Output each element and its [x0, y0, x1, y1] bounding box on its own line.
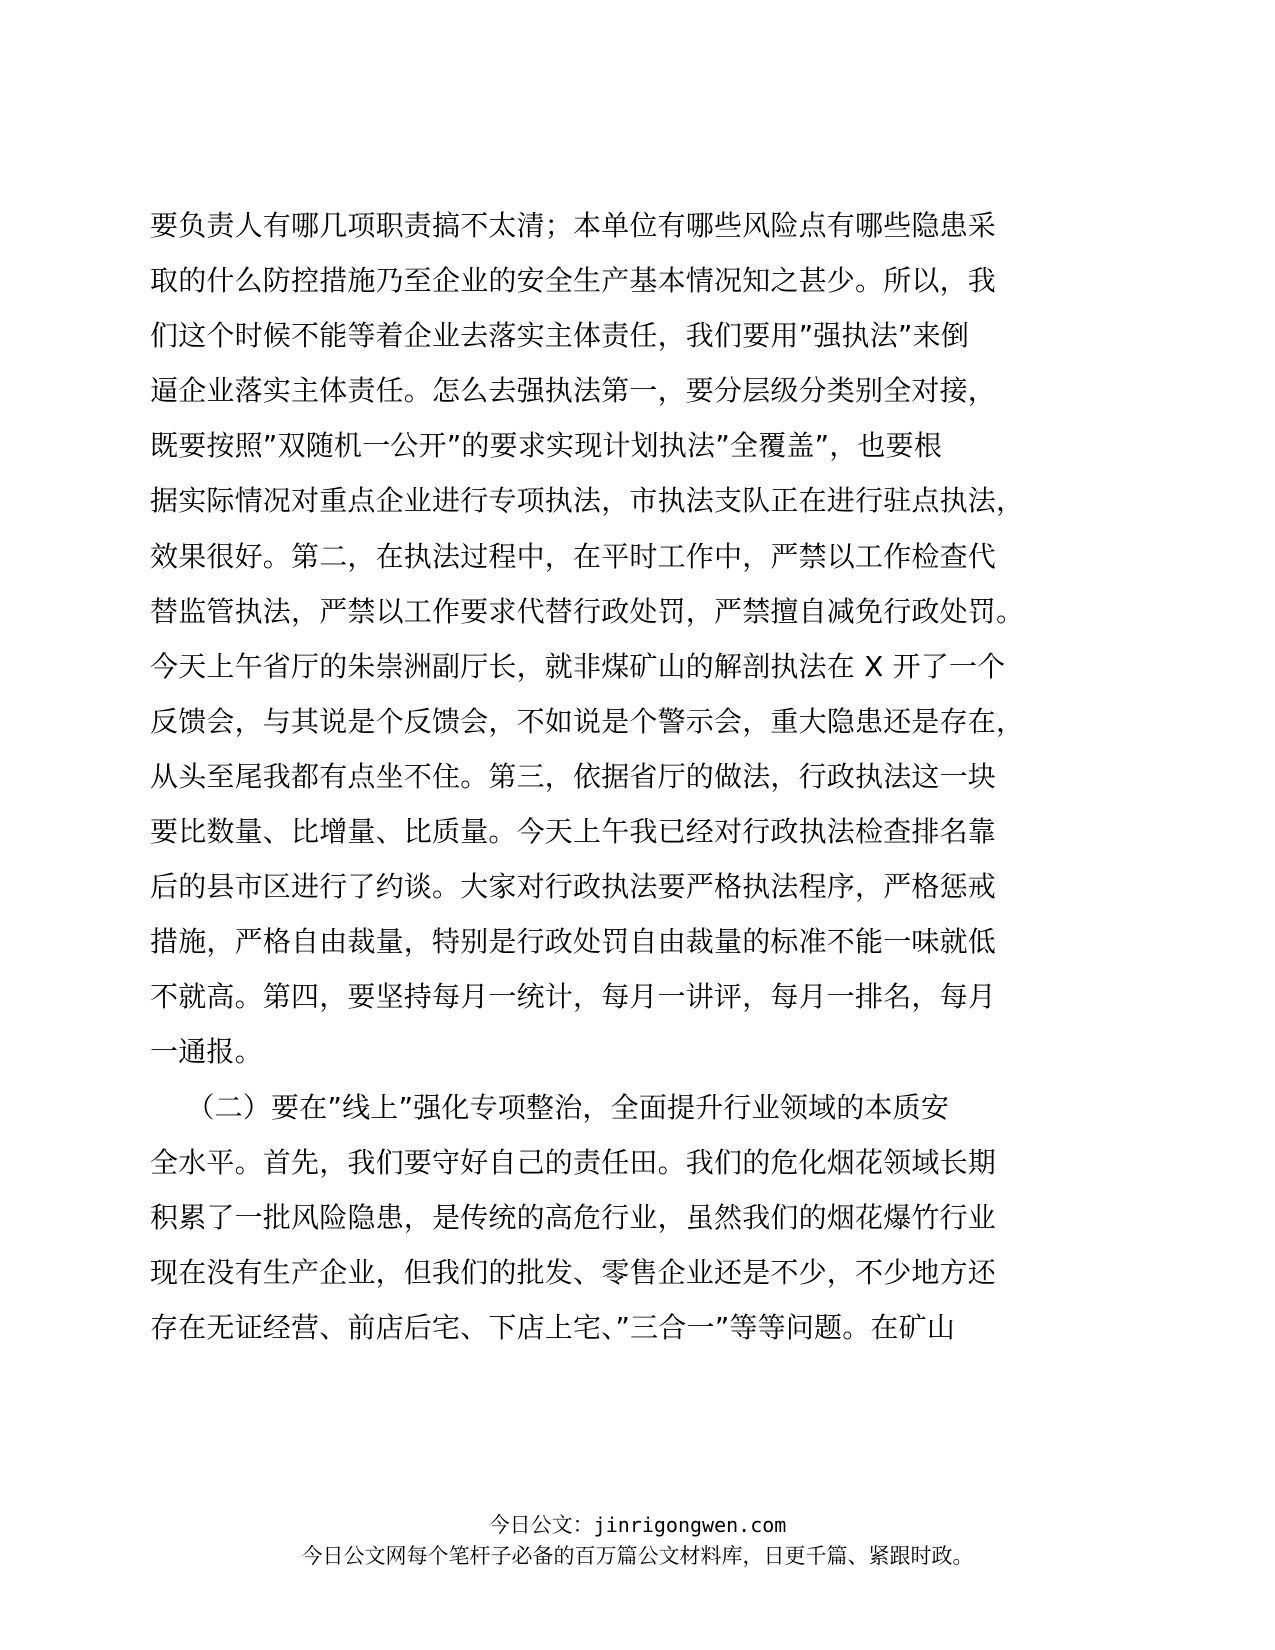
text-line: 积累了一批风险隐患，是传统的高危行业，虽然我们的烟花爆竹行业 — [150, 1200, 997, 1234]
text-line: 一通报。 — [150, 1035, 263, 1069]
text-line: 要负责人有哪几项职责搞不太清；本单位有哪些风险点有哪些隐患采 — [150, 209, 997, 242]
footer-site-link[interactable]: jinrigongwen.com — [593, 1513, 787, 1537]
body-text — [150, 198, 1130, 1355]
text-line: 存在无证经营、前店后宅、下店上宅、”三合一”等等问题。在矿山 — [150, 1310, 956, 1344]
text-line: 反馈会，与其说是个反馈会，不如说是个警示会，重大隐患还是存在， — [150, 704, 1025, 738]
text-line: 现在没有生产企业，但我们的批发、零售企业还是不少，不少地方还 — [150, 1255, 997, 1289]
text-line: 从头至尾我都有点坐不住。第三，依据省厅的做法，行政执法这一块 — [150, 759, 997, 793]
text-line: 们这个时候不能等着企业去落实主体责任，我们要用”强执法”来倒 — [150, 319, 970, 353]
footer-tagline: 今日公文网每个笔杆子必备的百万篇公文材料库，日更千篇、紧跟时政。 — [301, 1544, 974, 1568]
text-line: 今天上午省厅的朱崇洲副厅长，就非煤矿山的解剖执法在 X 开了一个 — [150, 649, 1006, 683]
text-line: 取的什么防控措施乃至企业的安全生产基本情况知之甚少。所以，我 — [150, 264, 997, 298]
text-line: 全水平。首先，我们要守好自己的责任田。我们的危化烟花领域长期 — [150, 1145, 997, 1179]
text-line: 替监管执法，严禁以工作要求代替行政处罚，严禁擅自减免行政处罚。 — [150, 594, 1025, 628]
text-line: 要比数量、比增量、比质量。今天上午我已经对行政执法检查排名靠 — [150, 815, 997, 849]
footer-site-label: 今日公文： — [488, 1513, 594, 1537]
text-line: 不就高。第四，要坚持每月一统计，每月一讲评，每月一排名，每月 — [150, 980, 997, 1014]
text-line: 既要按照”双随机一公开”的要求实现计划执法”全覆盖”，也要根 — [150, 429, 943, 463]
text-line: 逼企业落实主体责任。怎么去强执法第一，要分层级分类别全对接， — [150, 374, 997, 408]
text-line: （二）要在”线上”强化专项整治，全面提升行业领域的本质安 — [150, 1090, 950, 1124]
text-line: 据实际情况对重点企业进行专项执法，市执法支队正在进行驻点执法， — [150, 484, 1025, 518]
text-line: 效果很好。第二，在执法过程中，在平时工作中，严禁以工作检查代 — [150, 539, 997, 573]
footer-site-line — [0, 1509, 1275, 1539]
text-line: 措施，严格自由裁量，特别是行政处罚自由裁量的标准不能一味就低 — [150, 925, 997, 959]
text-line: 后的县市区进行了约谈。大家对行政执法要严格执法程序，严格惩戒 — [150, 870, 997, 904]
